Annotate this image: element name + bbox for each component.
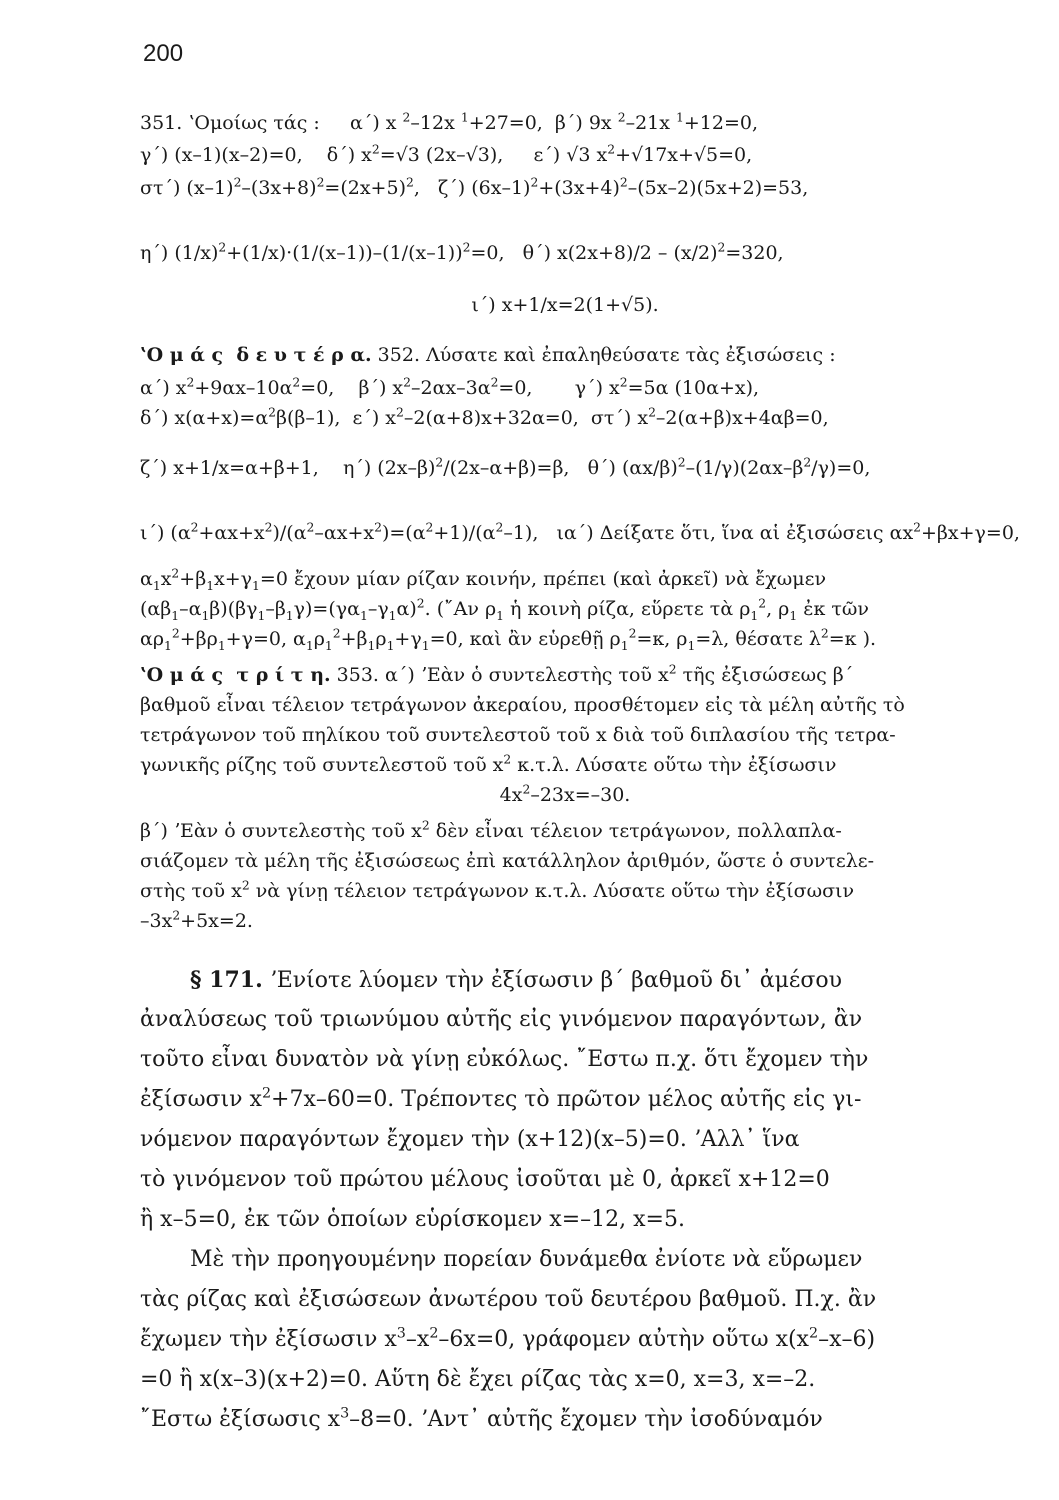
text-line: ἀναλύσεως τοῦ τριωνύμου αὐτῆς εἰς γινόμενον παραγόντων, ἂν	[140, 1007, 863, 1032]
text-line: =0 ἢ x(x–3)(x+2)=0. Αὕτη δὲ ἔχει ρίζας τὰς x=0, x=3, x=–2.	[140, 1367, 816, 1392]
text-line: ι΄) $(\alpha^2+\alpha x+x^2)/(\alpha^2-\alpha x+x^2)=(\alpha^2+1)/(\alpha^2-1)$, ια΄) Δείξατε ὅτι, ἵνα αἱ ἐξισώσεις $\alpha x^2+\beta x+\gamma=0$,	[140, 520, 1020, 544]
text-line: γωνικῆς ρίζης τοῦ συντελεστοῦ τοῦ $x^2$ κ.τ.λ. Λύσατε οὕτω τὴν ἐξίσωσιν	[140, 752, 837, 776]
text-line: στ΄) $(x-1)^2-(3x+8)^2=(2x+5)^2$, ζ΄) $(6x-1)^2+(3x+4)^2-(5x-2)(5x+2)=53$,	[140, 175, 809, 199]
text-line: τὰς ρίζας καὶ ἐξισώσεων ἀνωτέρου τοῦ δευτέρου βαθμοῦ. Π.χ. ἂν	[140, 1287, 877, 1312]
text-line: β΄) ʼΕὰν ὁ συντελεστὴς τοῦ $x^2$ δὲν εἶναι τέλειον τετράγωνον, πολλαπλα-	[140, 818, 842, 842]
text-line: $-3x^2+5x=2$.	[140, 908, 253, 932]
text-line: νόμενον παραγόντων ἔχομεν τὴν (x+12)(x–5)=0. ʼΑλλ᾽ ἵνα	[140, 1127, 800, 1152]
text-line: η΄) $(1/x)^2+(1/x)\cdot(1/(x-1))-(1/(x-1))^2=0$, θ΄) $x(2x+8)/2 - (x/2)^2=320$,	[140, 240, 784, 264]
text-line: ʽΟ μ ά ς τ ρ ί τ η. 353. α΄) ʼΕὰν ὁ συντελεστὴς τοῦ $x^2$ τῆς ἐξισώσεως β΄	[140, 662, 854, 686]
text-line: $(\alpha\beta_1-\alpha_1\beta)(\beta\gamma_1-\beta_1\gamma)=(\gamma\alpha_1-\gamma_1\alpha)^2$. (῎Αν $\rho_1$ ἡ κοινὴ ρίζα, εὕρετε τὰ $\rho_1^2$, $\rho_1$ ἐκ τῶν	[140, 596, 869, 623]
page-number: 200	[143, 40, 184, 67]
text-line: ῎Εστω ἐξίσωσις $x^3-8=0$. ʼΑντ᾽ αὐτῆς ἔχομεν τὴν ἰσοδύναμόν	[140, 1405, 823, 1432]
text-line: $\alpha_1x^2+\beta_1x+\gamma_1=0$ ἔχουν μίαν ρίζαν κοινήν, πρέπει (καὶ ἀρκεῖ) νὰ ἔχωμεν	[140, 566, 827, 593]
text-line: $\alpha\rho_1^2+\beta\rho_1+\gamma=0$, $\alpha_1\rho_1^2+\beta_1\rho_1+\gamma_1=0$, καὶ ἂν εὑρεθῇ $\rho_1^2=\kappa$, $\rho_1=\lambda$, θέσατε $\lambda^2=\kappa$ ).	[140, 626, 877, 653]
text-line: 351. ʽΟμοίως τάς : α΄) x $^2$–12x $^1$+27=0, β΄) 9x $^2$–21x $^1$+12=0,	[140, 110, 759, 134]
text-line: ι΄) x+1/x=2(1+√5).	[471, 294, 659, 316]
text-line: Μὲ τὴν προηγουμένην πορείαν δυνάμεθα ἐνίοτε νὰ εὕρωμεν	[190, 1247, 863, 1272]
text-line: ἔχωμεν τὴν ἐξίσωσιν $x^3-x^2-6x=0$, γράφομεν αὐτὴν οὕτω $x(x^2-x-6)$	[140, 1325, 876, 1352]
text-line: σιάζομεν τὰ μέλη τῆς ἐξισώσεως ἐπὶ κατάλληλον ἀριθμόν, ὥστε ὁ συντελε-	[140, 850, 875, 872]
text-line: βαθμοῦ εἶναι τέλειον τετράγωνον ἀκεραίου, προσθέτομεν εἰς τὰ μέλη αὐτῆς τὸ	[140, 694, 905, 716]
text-line: ζ΄) x+1/x=α+β+1, η΄) $(2x-\beta)^2/(2x-\alpha+\beta)=\beta$, θ΄) $(\alpha x/\beta)^2-(1/\gamma)(2\alpha x-\beta^2/\gamma)=0$,	[140, 455, 871, 479]
text-line: ʽΟ μ ά ς δ ε υ τ έ ρ α. 352. Λύσατε καὶ ἐπαληθεύσατε τὰς ἐξισώσεις :	[140, 344, 836, 366]
text-line: δ΄) $x(\alpha+x)=\alpha^2\beta(\beta-1)$, ε΄) $x^2-2(\alpha+8)x+32\alpha=0$, στ΄) $x^2-2(\alpha+\beta)x+4\alpha\beta=0$,	[140, 405, 829, 429]
text-line: στὴς τοῦ $x^2$ νὰ γίνῃ τέλειον τετράγωνον κ.τ.λ. Λύσατε οὕτω τὴν ἐξίσωσιν	[140, 878, 855, 902]
text-line: γ΄) (x–1)(x–2)=0, δ΄) $x^2=√3$ (2x–√3), ε΄) √3 $x^2+√17x+√5=0$,	[140, 142, 753, 166]
text-line: § 171. ʼΕνίοτε λύομεν τὴν ἐξίσωσιν β΄ βαθμοῦ δι᾽ ἀμέσου	[190, 967, 842, 993]
text-line: τετράγωνον τοῦ πηλίκου τοῦ συντελεστοῦ τοῦ x διὰ τοῦ διπλασίου τῆς τετρα-	[140, 724, 896, 746]
text-line: α΄) $x^2+9\alpha x-10\alpha^2=0$, β΄) $x^2-2\alpha x-3\alpha^2=0$, γ΄) $x^2=5\alpha$ (10α+x),	[140, 375, 760, 399]
text-line: ἢ x–5=0, ἐκ τῶν ὁποίων εὑρίσκομεν x=–12, x=5.	[140, 1207, 685, 1232]
text-line: ἐξίσωσιν $x^2+7x-60=0$. Τρέποντες τὸ πρῶτον μέλος αὐτῆς εἰς γι-	[140, 1085, 862, 1112]
text-line: τοῦτο εἶναι δυνατὸν νὰ γίνῃ εὐκόλως. ῎Εστω π.χ. ὅτι ἔχομεν τὴν	[140, 1047, 869, 1072]
text-line: τὸ γινόμενον τοῦ πρώτου μέλους ἰσοῦται μὲ 0, ἀρκεῖ x+12=0	[140, 1167, 830, 1192]
text-line: $4x^2-23x=-30$.	[499, 782, 631, 806]
